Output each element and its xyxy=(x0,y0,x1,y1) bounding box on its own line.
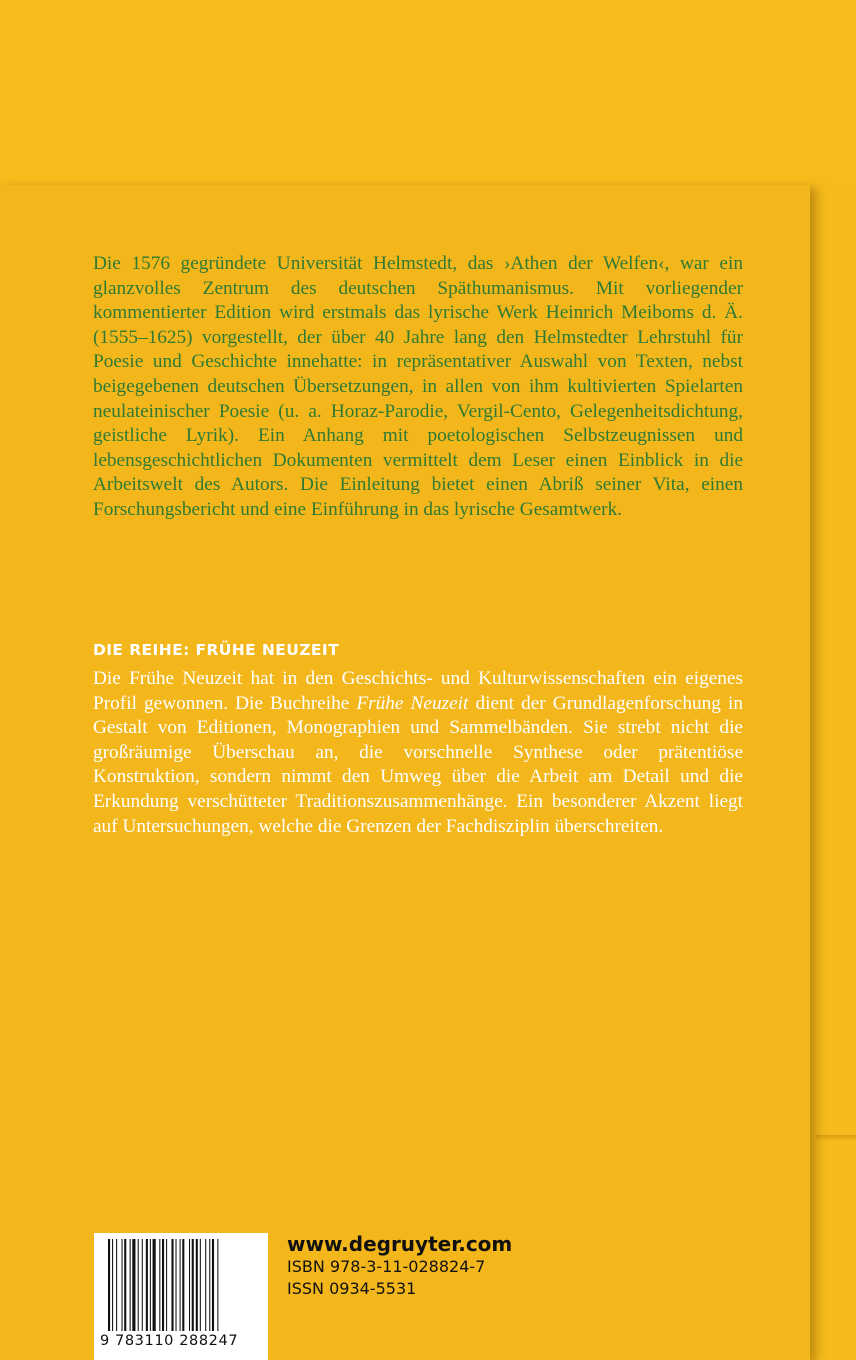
barcode-bar xyxy=(205,1239,206,1331)
barcode-bar xyxy=(116,1239,117,1331)
series-title: Frühe Neuzeit xyxy=(356,692,469,714)
barcode-bar xyxy=(159,1239,160,1331)
barcode-bar xyxy=(189,1239,190,1331)
isbn: ISBN 978-3-11-028824-7 xyxy=(287,1257,486,1276)
barcode-bar xyxy=(217,1239,218,1331)
barcode-bar xyxy=(130,1239,131,1331)
barcode-bar xyxy=(132,1239,135,1331)
publisher-url[interactable]: www.degruyter.com xyxy=(287,1232,513,1256)
series-heading: DIE REIHE: FRÜHE NEUZEIT xyxy=(93,641,340,659)
barcode-bar xyxy=(108,1239,110,1331)
publisher-info xyxy=(287,1232,512,1300)
barcode-bar xyxy=(112,1239,113,1331)
barcode-bar xyxy=(166,1239,167,1331)
cover-edge xyxy=(816,185,856,1360)
barcode-bar xyxy=(176,1239,177,1331)
barcode-bar xyxy=(138,1239,139,1331)
barcode-bar xyxy=(192,1239,194,1331)
barcode-bar xyxy=(124,1239,126,1331)
cover-top-area xyxy=(0,0,856,185)
barcode-bar xyxy=(142,1239,143,1331)
barcode-bar xyxy=(212,1239,214,1331)
series-text-part-2: dient der Grundlagenforschung in Gestalt von Editionen, Monographien und Sammelbänden. Sie strebt nicht die großräumige Überschau an, die vorschnelle Synthese oder prätentiöse Konstruktion, sondern nimmt den Umweg über die Arbeit am Detail und die Erkundung verschütteter Traditionszusammenhänge. Ein besonderer Akzent liegt auf Untersuchungen, welche die Grenzen der Fachdisziplin überschreiten. xyxy=(93,692,743,837)
barcode xyxy=(94,1233,268,1360)
issn: ISSN 0934-5531 xyxy=(287,1279,417,1298)
series-description xyxy=(93,667,743,839)
barcode-bar xyxy=(196,1239,198,1331)
barcode-bars xyxy=(108,1239,254,1331)
barcode-bar xyxy=(122,1239,123,1331)
barcode-bar xyxy=(146,1239,148,1331)
barcode-bar xyxy=(171,1239,173,1331)
barcode-bar xyxy=(150,1239,151,1331)
barcode-bar xyxy=(153,1239,156,1331)
barcode-bar xyxy=(200,1239,201,1331)
series-text-part-1: Die Frühe Neuzeit hat in den Geschichts- und Kulturwissenschaften ein eigenes Profil gewonnen. Die Buchreihe xyxy=(93,668,743,714)
barcode-digits: 9 783110 288247 xyxy=(100,1333,239,1349)
book-blurb: Die 1576 gegründete Universität Helmstedt, das ›Athen der Welfen‹, war ein glanzvolles Zentrum des deutschen Späthumanismus. Mit vorliegender kommentierter Edition wird erstmals das lyrische Werk Heinrich Meiboms d. Ä. (1555–1625) vorgestellt, der über 40 Jahre lang den Helmstedter Lehrstuhl für Poesie und Geschichte innehatte: in repräsentativer Auswahl von Texten, nebst beigegebenen deutschen Übersetzungen, in allen von ihm kultivierten Spielarten neulateinischer Poesie (u. a. Horaz-Parodie, Vergil-Cento, Gelegenheitsdichtung, geistliche Lyrik). Ein Anhang mit poetologischen Selbstzeugnissen und lebensgeschichtlichen Dokumenten vermittelt dem Leser einen Einblick in die Arbeitswelt des Autors. Die Einleitung bietet einen Abriß seiner Vita, einen Forschungsbericht und eine Einführung in das lyrische Gesamtwerk. xyxy=(93,253,743,520)
barcode-bar xyxy=(209,1239,210,1331)
barcode-bar xyxy=(162,1239,164,1331)
barcode-bar xyxy=(182,1239,184,1331)
barcode-bar xyxy=(180,1239,181,1331)
cover-fold xyxy=(816,1135,856,1141)
